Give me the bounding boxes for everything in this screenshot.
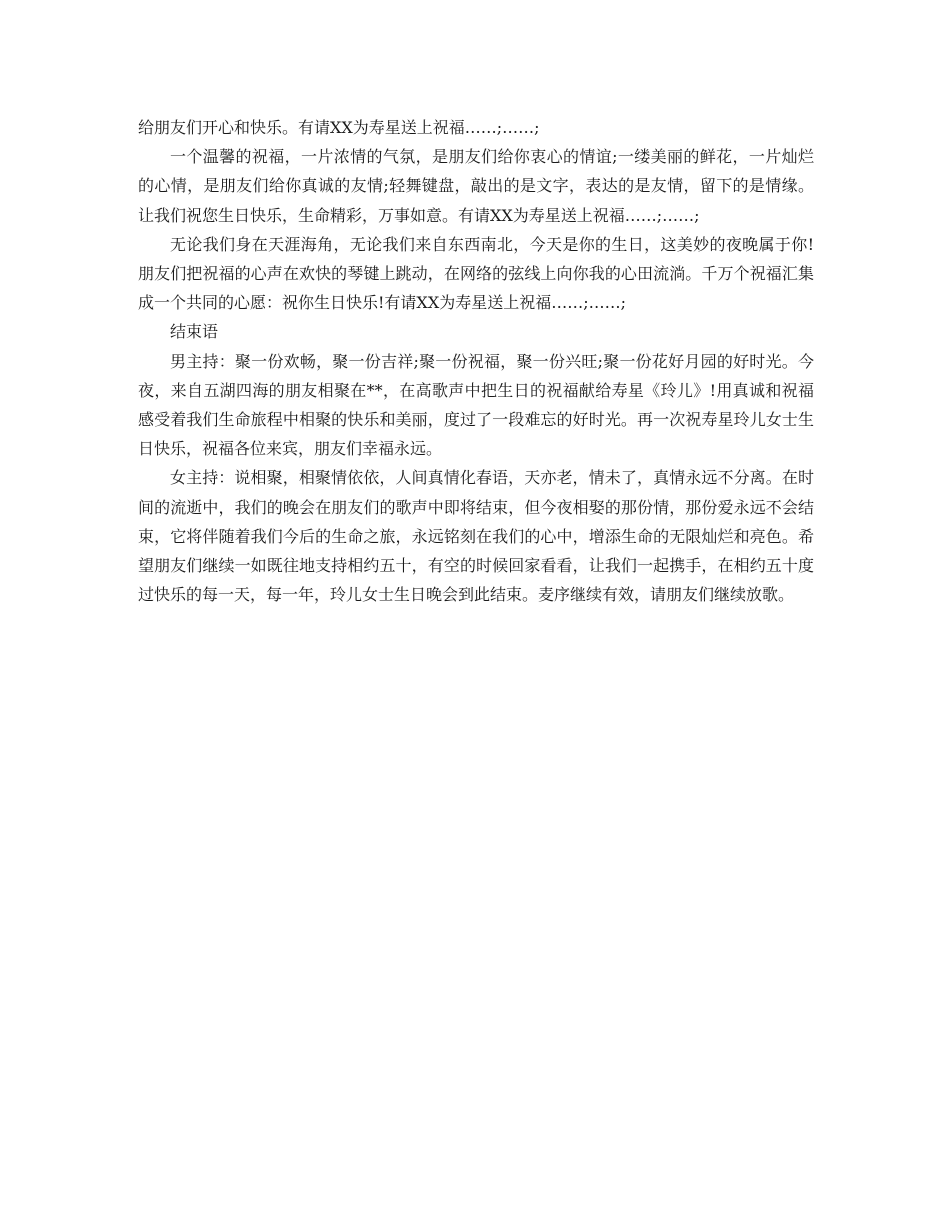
paragraph-male-host: 男主持：聚一份欢畅，聚一份吉祥;聚一份祝福，聚一份兴旺;聚一份花好月园的好时光。今夜，来自五湖四海的朋友相聚在**，在高歌声中把生日的祝福献给寿星《玲儿》!用真诚和祝福感受着我们生命旅程中相聚的快乐和美丽，度过了一段难忘的好时光。再一次祝寿星玲儿女士生日快乐，祝福各位来宾，朋友们幸福永远。 [138,351,814,459]
closing-heading: 结束语 [170,322,219,342]
paragraph-female-host: 女主持：说相聚，相聚情依依，人间真情化春语，天亦老，情未了，真情永远不分离。在时间的流逝中，我们的晚会在朋友们的歌声中即将结束，但今夜相娶的那份情，那份爱永远不会结束，它将伴随着我们今后的生命之旅，永远铭刻在我们的心中，增添生命的无限灿烂和亮色。希望朋友们继续一如既往地支持相约五十，有空的时候回家看看，让我们一起携手，在相约五十度过快乐的每一天，每一年，玲儿女士生日晚会到此结束。麦序继续有效，请朋友们继续放歌。 [138,468,814,605]
document-body [138,113,814,609]
paragraph-birthday-night: 无论我们身在天涯海角，无论我们来自东西南北，今天是你的生日，这美妙的夜晚属于你!朋友们把祝福的心声在欢快的琴键上跳动，在网络的弦线上向你我的心田流淌。千万个祝福汇集成一个共同的心愿：祝你生日快乐!有请XX为寿星送上祝福……;……; [138,234,814,313]
paragraph-continuation: 给朋友们开心和快乐。有请XX为寿星送上祝福……;……; [138,118,540,137]
paragraph-warm-blessing: 一个温馨的祝福，一片浓情的气氛，是朋友们给你衷心的情谊;一缕美丽的鲜花，一片灿烂的心情，是朋友们给你真诚的友情;轻舞键盘，敲出的是文字，表达的是友情，留下的是情缘。让我们祝您生日快乐，生命精彩，万事如意。有请XX为寿星送上祝福……;……; [138,147,814,225]
